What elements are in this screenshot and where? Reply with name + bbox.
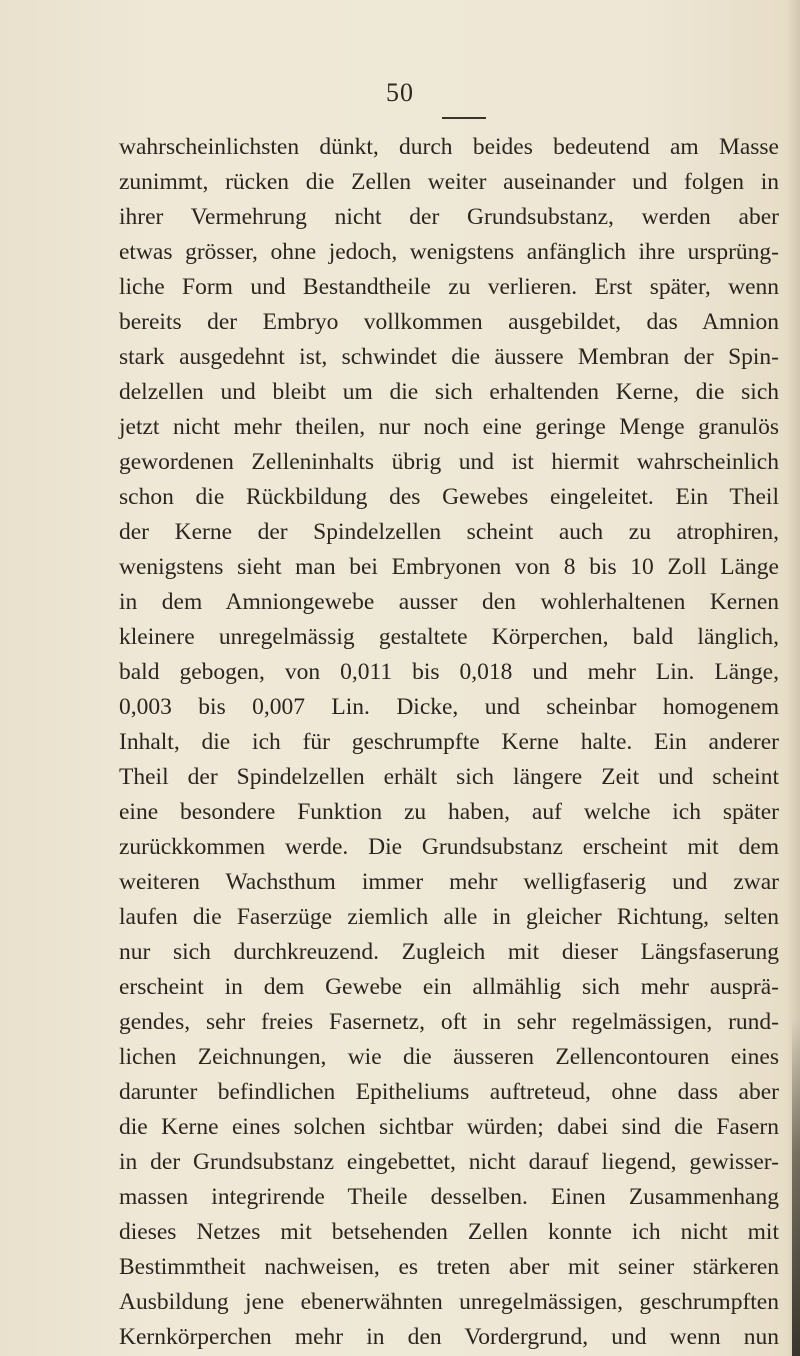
text-line: Kernkörperchen mehr in den Vordergrund, und wenn nun (119, 1324, 779, 1350)
text-line: Bestimmtheit nachweisen, es treten aber mit seiner stärkeren (119, 1254, 779, 1280)
text-line: ihrer Vermehrung nicht der Grundsubstanz, werden aber (119, 204, 779, 230)
body-text (119, 130, 779, 1355)
text-line: nur sich durchkreuzend. Zugleich mit dieser Längsfaserung (119, 939, 779, 965)
text-line: massen integrirende Theile desselben. Einen Zusammenhang (119, 1184, 779, 1210)
text-line: laufen die Faserzüge ziemlich alle in gleicher Richtung, selten (119, 904, 779, 930)
text-line: schon die Rückbildung des Gewebes eingeleitet. Ein Theil (119, 484, 779, 510)
text-line: lichen Zeichnungen, wie die äusseren Zellencontouren eines (119, 1044, 779, 1070)
text-line: kleinere unregelmässig gestaltete Körperchen, bald länglich, (119, 624, 779, 650)
text-line: eine besondere Funktion zu haben, auf welche ich später (119, 799, 779, 825)
text-line: gewordenen Zelleninhalts übrig und ist hiermit wahrscheinlich (119, 449, 779, 475)
text-line: jetzt nicht mehr theilen, nur noch eine geringe Menge granulös (119, 414, 779, 440)
text-line: wahrscheinlichsten dünkt, durch beides bedeutend am Masse (119, 134, 779, 160)
text-line: liche Form und Bestandtheile zu verlieren. Erst später, wenn (119, 274, 779, 300)
text-line: erscheint in dem Gewebe ein allmählig sich mehr ausprä- (119, 974, 779, 1000)
text-line: delzellen und bleibt um die sich erhaltenden Kerne, die sich (119, 379, 779, 405)
text-line: der Kerne der Spindelzellen scheint auch zu atrophiren, (119, 519, 779, 545)
text-line: bereits der Embryo vollkommen ausgebildet, das Amnion (119, 309, 779, 335)
text-line: Ausbildung jene ebenerwähnten unregelmässigen, geschrumpften (119, 1289, 779, 1315)
text-line: 0,003 bis 0,007 Lin. Dicke, und scheinbar homogenem (119, 694, 779, 720)
text-line: in der Grundsubstanz eingebettet, nicht darauf liegend, gewisser- (119, 1149, 779, 1175)
text-line: Theil der Spindelzellen erhält sich längere Zeit und scheint (119, 764, 779, 790)
text-line: gendes, sehr freies Fasernetz, oft in sehr regelmässigen, rund- (119, 1009, 779, 1035)
text-line: weiteren Wachsthum immer mehr welligfaserig und zwar (119, 869, 779, 895)
page-edge-binding (792, 1020, 800, 1356)
text-line: in dem Amniongewebe ausser den wohlerhaltenen Kernen (119, 589, 779, 615)
text-line: zurückkommen werde. Die Grundsubstanz erscheint mit dem (119, 834, 779, 860)
page-number-underline (442, 117, 486, 119)
text-line: stark ausgedehnt ist, schwindet die äussere Membran der Spin- (119, 344, 779, 370)
text-line: darunter befindlichen Epitheliums auftreteud, ohne dass aber (119, 1079, 779, 1105)
text-line: bald gebogen, von 0,011 bis 0,018 und mehr Lin. Länge, (119, 659, 779, 685)
page-number: 50 (386, 78, 414, 107)
text-line: zunimmt, rücken die Zellen weiter auseinander und folgen in (119, 169, 779, 195)
text-line: etwas grösser, ohne jedoch, wenigstens anfänglich ihre ursprüng- (119, 239, 779, 265)
text-line: Inhalt, die ich für geschrumpfte Kerne halte. Ein anderer (119, 729, 779, 755)
text-line: die Kerne eines solchen sichtbar würden; dabei sind die Fasern (119, 1114, 779, 1140)
text-line: wenigstens sieht man bei Embryonen von 8 bis 10 Zoll Länge (119, 554, 779, 580)
text-line: dieses Netzes mit betsehenden Zellen konnte ich nicht mit (119, 1219, 779, 1245)
